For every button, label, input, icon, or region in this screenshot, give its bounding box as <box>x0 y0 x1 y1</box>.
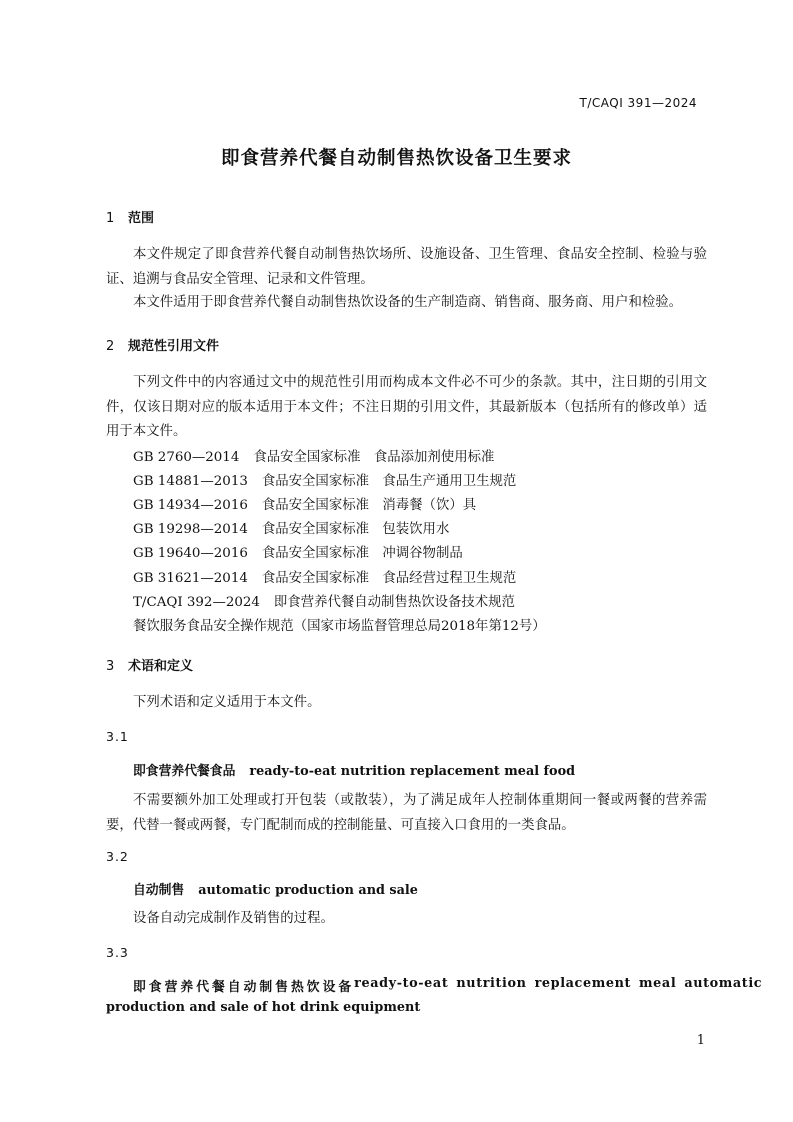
section-title: 术语和定义 <box>128 659 194 674</box>
reference-item <box>133 446 494 465</box>
term-en: automatic production and sale <box>198 883 418 898</box>
standard-code: T/CAQI 391—2024 <box>579 96 697 110</box>
term-heading <box>133 976 763 995</box>
section-title: 范围 <box>128 211 155 226</box>
document-title: 即食营养代餐自动制售热饮设备卫生要求 <box>220 148 572 169</box>
reference-code: GB 14881—2013 <box>133 474 248 489</box>
reference-code: T/CAQI 392—2024 <box>133 595 260 610</box>
reference-code: GB 14934—2016 <box>133 498 248 513</box>
term-zh: 自动制售 <box>133 883 185 898</box>
section-3-heading <box>106 655 193 674</box>
reference-item <box>133 542 463 561</box>
reference-item <box>133 591 515 610</box>
term-en: ready-to-eat nutrition replacement meal automatic <box>354 976 763 991</box>
section-1-heading <box>106 207 154 226</box>
reference-code: GB 19298—2014 <box>133 522 248 537</box>
reference-item <box>133 470 516 489</box>
term-definition: 设备自动完成制作及销售的过程。 <box>133 911 334 926</box>
section-2-heading <box>106 335 219 354</box>
term-number: 3.2 <box>106 849 129 864</box>
section-1-paragraph-1: 本文件规定了即食营养代餐自动制售热饮场所、设施设备、卫生管理、食品安全控制、检验与验证、追溯与食品安全管理、记录和文件管理。 <box>106 247 707 287</box>
term-heading-continuation: production and sale of hot drink equipment <box>106 1000 421 1015</box>
term-en: ready-to-eat nutrition replacement meal food <box>249 764 576 779</box>
reference-name: 食品安全国家标准 消毒餐（饮）具 <box>261 498 477 513</box>
section-title: 规范性引用文件 <box>128 339 220 354</box>
reference-code: GB 31621—2014 <box>133 571 248 586</box>
reference-name: 食品安全国家标准 冲调谷物制品 <box>261 546 463 561</box>
reference-name: 即食营养代餐自动制售热饮设备技术规范 <box>273 595 515 610</box>
section-number: 1 <box>106 211 115 226</box>
reference-name: 食品安全国家标准 食品生产通用卫生规范 <box>261 474 517 489</box>
reference-item: 餐饮服务食品安全操作规范（国家市场监督管理总局2018年第12号） <box>133 619 546 634</box>
reference-code: GB 2760—2014 <box>133 450 240 465</box>
reference-item <box>133 494 476 513</box>
term-heading <box>133 760 575 779</box>
term-heading <box>133 879 418 898</box>
section-1-paragraph-2: 本文件适用于即食营养代餐自动制售热饮设备的生产制造商、销售商、服务商、用户和检验。 <box>133 295 683 310</box>
term-definition: 不需要额外加工处理或打开包装（或散装），为了满足成年人控制体重期间一餐或两餐的营养需要，代替一餐或两餐，专门配制而成的控制能量、可直接入口食用的一类食品。 <box>106 793 707 833</box>
page-number: 1 <box>696 1033 705 1048</box>
term-zh: 即食营养代餐食品 <box>133 764 236 779</box>
reference-item <box>133 567 516 586</box>
section-2-intro: 下列文件中的内容通过文中的规范性引用而构成本文件必不可少的条款。其中，注日期的引用文件，仅该日期对应的版本适用于本文件；不注日期的引用文件，其最新版本（包括所有的修改单）适用于本文件。 <box>106 375 707 439</box>
reference-name: 食品安全国家标准 包装饮用水 <box>261 522 450 537</box>
reference-code: GB 19640—2016 <box>133 546 248 561</box>
section-number: 2 <box>106 339 115 354</box>
term-number: 3.3 <box>106 945 129 960</box>
term-number: 3.1 <box>106 729 129 744</box>
reference-name: 食品安全国家标准 食品添加剂使用标准 <box>253 450 495 465</box>
reference-item <box>133 518 449 537</box>
section-number: 3 <box>106 659 115 674</box>
reference-name: 食品安全国家标准 食品经营过程卫生规范 <box>261 571 517 586</box>
section-3-intro: 下列术语和定义适用于本文件。 <box>133 695 321 710</box>
term-zh: 即食营养代餐自动制售热饮设备 <box>133 980 355 995</box>
